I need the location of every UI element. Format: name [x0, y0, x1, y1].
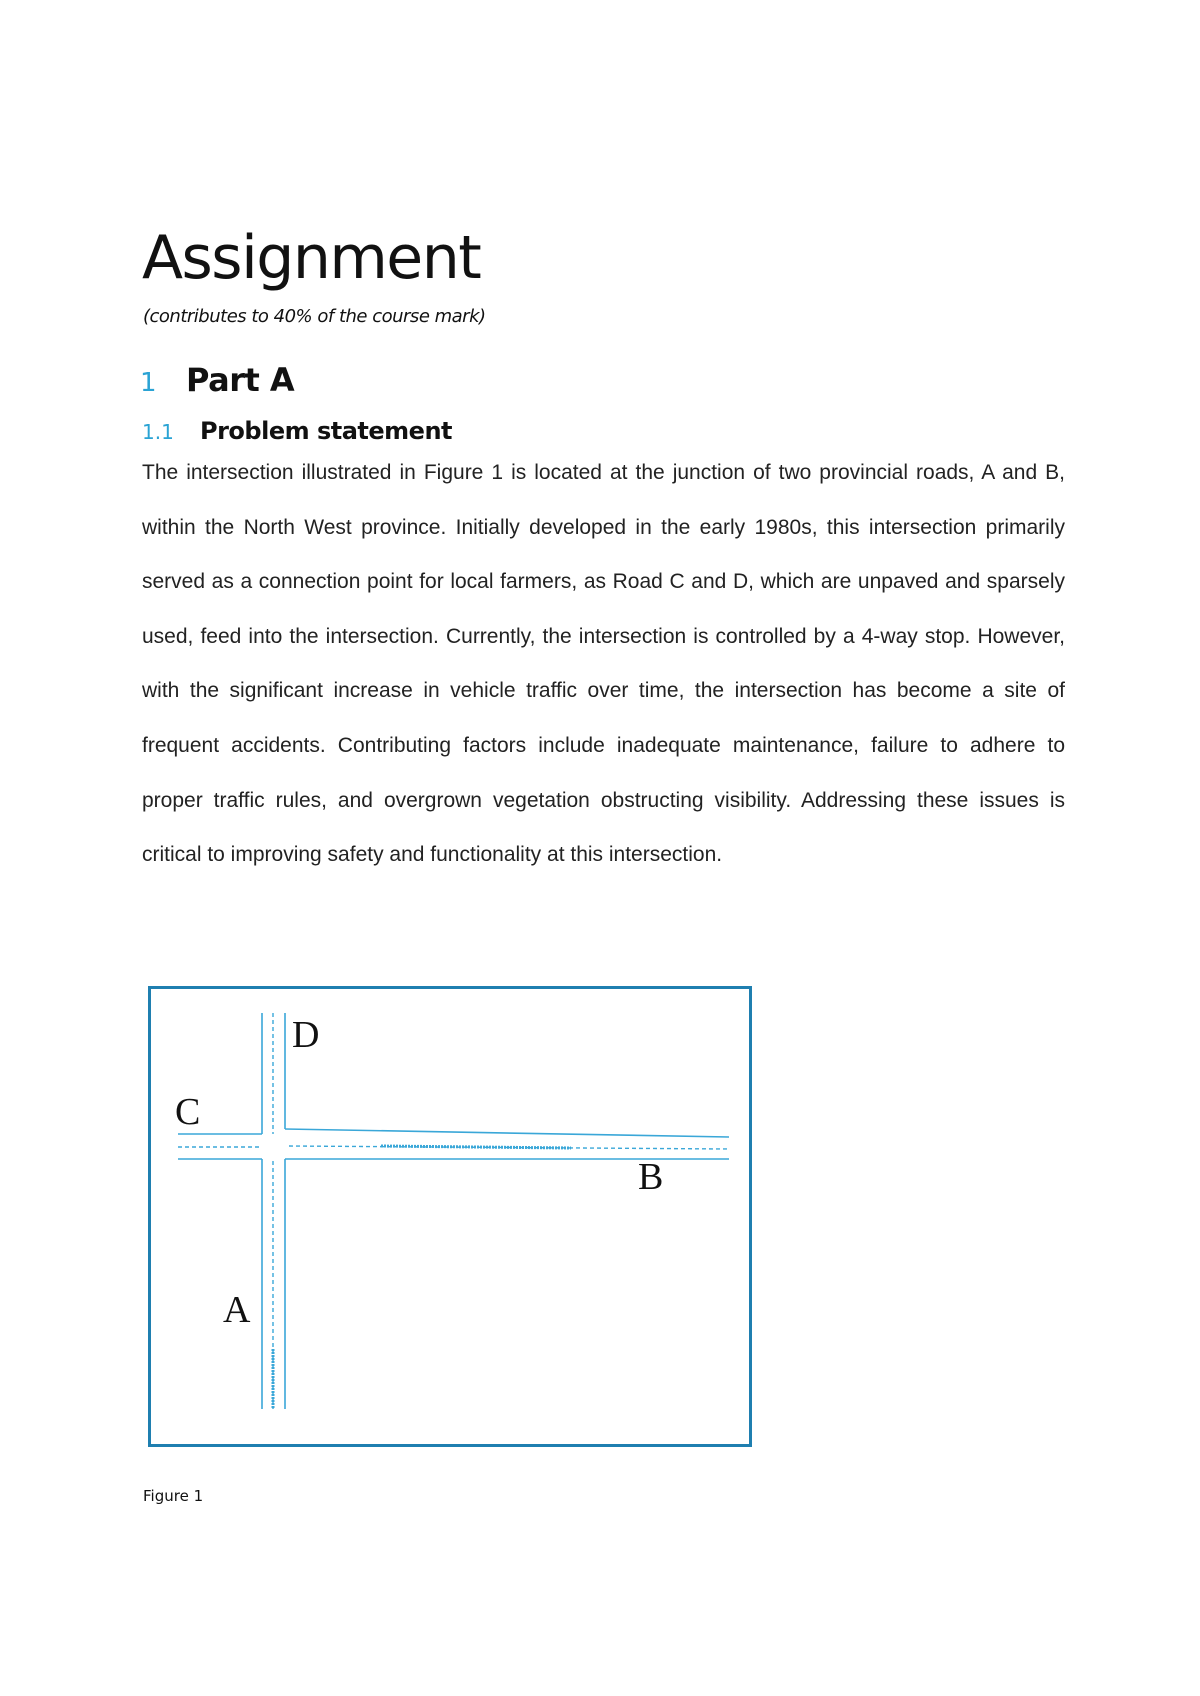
road-label-d: D [292, 1014, 320, 1056]
road-label-b: B [638, 1156, 664, 1198]
subsection-heading-problem-statement [142, 414, 452, 449]
figure-caption: Figure 1 [143, 1487, 204, 1505]
page-subtitle: (contributes to 40% of the course mark) [143, 306, 486, 327]
page-title: Assignment [142, 223, 481, 293]
road-label-c: C [175, 1091, 201, 1133]
road-label-a: A [223, 1289, 251, 1331]
subsection-title: Problem statement [200, 417, 453, 445]
section-heading-part-a [140, 358, 294, 405]
section-title: Part A [186, 361, 295, 399]
subsection-number: 1.1 [142, 420, 174, 444]
section-number: 1 [140, 368, 157, 398]
problem-statement-paragraph: The intersection illustrated in Figure 1 is located at the junction of two provincial roads, A and B, within the North West province. Initially developed in the early 1980s, this intersection primarily served as a connection point for local farmers, as Road C and D, which are unpaved and sparsely used, feed into the intersection. Currently, the intersection is controlled by a 4-way stop. However, with the significant increase in vehicle traffic over time, the intersection has become a site of frequent accidents. Contributing factors include inadequate maintenance, failure to adhere to proper traffic rules, and overgrown vegetation obstructing visibility. Addressing these issues is critical to improving safety and functionality at this intersection. [142, 461, 1065, 867]
intersection-diagram [151, 989, 749, 1444]
road-cb-top-edge-east [285, 1129, 729, 1137]
intersection-figure [148, 986, 752, 1447]
